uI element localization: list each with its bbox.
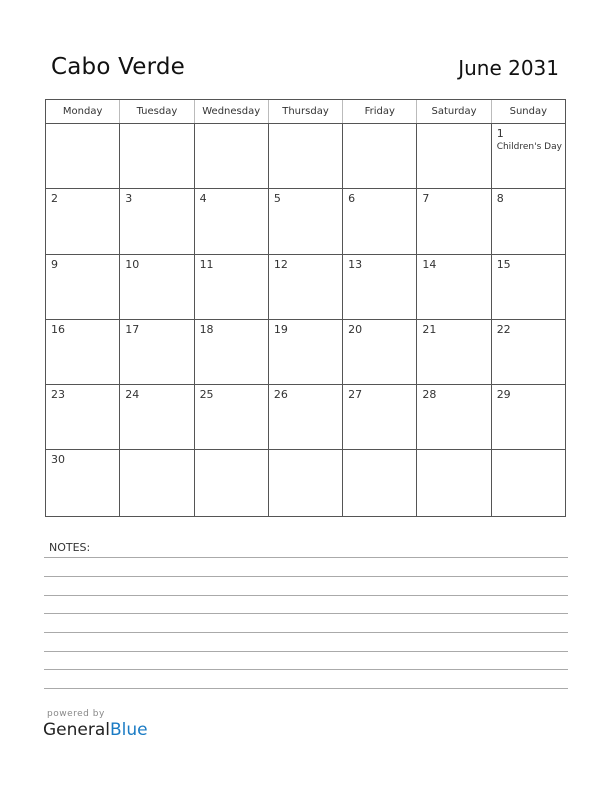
calendar-day-cell bbox=[120, 320, 194, 384]
calendar-week-row bbox=[46, 320, 565, 385]
day-number: 15 bbox=[496, 257, 511, 271]
brand-general: General bbox=[43, 720, 110, 740]
weekday-wednesday: Wednesday bbox=[195, 100, 269, 123]
day-number: 11 bbox=[199, 257, 214, 271]
day-number: 7 bbox=[422, 192, 430, 206]
calendar-day-cell bbox=[46, 450, 120, 515]
calendar-grid bbox=[45, 99, 566, 517]
calendar-day-cell bbox=[492, 320, 565, 384]
day-number: 5 bbox=[273, 192, 281, 206]
day-number: 21 bbox=[422, 322, 437, 336]
powered-by-text: powered by bbox=[47, 709, 105, 719]
day-number: 8 bbox=[496, 192, 504, 206]
calendar-day-cell bbox=[195, 385, 269, 449]
day-number: 24 bbox=[125, 388, 140, 402]
day-number: 22 bbox=[496, 322, 511, 336]
calendar-day-cell bbox=[269, 124, 343, 188]
calendar-day-cell bbox=[343, 450, 417, 515]
calendar-day-cell bbox=[46, 189, 120, 253]
calendar-day-cell bbox=[343, 385, 417, 449]
day-number: 26 bbox=[273, 388, 288, 402]
calendar-body bbox=[46, 124, 565, 516]
calendar-day-cell bbox=[269, 385, 343, 449]
day-number: 16 bbox=[51, 322, 65, 336]
calendar-day-cell bbox=[492, 255, 565, 319]
calendar-day-cell bbox=[120, 124, 194, 188]
weekday-thursday: Thursday bbox=[269, 100, 343, 123]
day-number: 10 bbox=[125, 257, 140, 271]
calendar-day-cell bbox=[120, 450, 194, 515]
calendar-day-cell bbox=[195, 255, 269, 319]
day-number: 14 bbox=[422, 257, 437, 271]
calendar-day-cell bbox=[120, 385, 194, 449]
calendar-day-cell bbox=[417, 320, 491, 384]
calendar-day-cell bbox=[120, 189, 194, 253]
weekday-header bbox=[46, 100, 565, 124]
day-number: 27 bbox=[348, 388, 363, 402]
day-number: 4 bbox=[199, 192, 207, 206]
note-line bbox=[44, 613, 568, 614]
day-number: 6 bbox=[348, 192, 356, 206]
calendar-week-row bbox=[46, 255, 565, 320]
calendar-day-cell bbox=[195, 320, 269, 384]
brand-blue: Blue bbox=[110, 720, 148, 740]
calendar-day-cell bbox=[417, 124, 491, 188]
calendar-day-cell bbox=[492, 189, 565, 253]
weekday-friday: Friday bbox=[343, 100, 417, 123]
calendar-day-cell bbox=[269, 189, 343, 253]
day-number: 1 bbox=[496, 127, 504, 140]
calendar-day-cell bbox=[195, 450, 269, 515]
day-number: 18 bbox=[199, 322, 214, 336]
weekday-monday: Monday bbox=[46, 100, 120, 123]
calendar-day-cell bbox=[46, 124, 120, 188]
calendar-day-cell bbox=[195, 124, 269, 188]
calendar-week-row bbox=[46, 189, 565, 254]
day-number: 12 bbox=[273, 257, 288, 271]
calendar-week-row bbox=[46, 124, 565, 189]
note-line bbox=[44, 669, 568, 670]
calendar-day-cell bbox=[492, 124, 565, 188]
calendar-day-cell bbox=[343, 189, 417, 253]
weekday-sunday: Sunday bbox=[509, 106, 548, 117]
day-number: 30 bbox=[51, 453, 65, 467]
holiday-label: Children's Day bbox=[496, 142, 562, 152]
note-line bbox=[44, 576, 568, 577]
day-number: 29 bbox=[496, 388, 511, 402]
note-line bbox=[44, 688, 568, 689]
day-number: 2 bbox=[51, 192, 58, 206]
day-number: 28 bbox=[422, 388, 437, 402]
calendar-day-cell bbox=[343, 255, 417, 319]
calendar-week-row bbox=[46, 385, 565, 450]
calendar-day-cell bbox=[492, 385, 565, 449]
note-line bbox=[44, 651, 568, 652]
month-year-title: June 2031 bbox=[458, 56, 559, 80]
calendar-day-cell bbox=[46, 320, 120, 384]
calendar-day-cell bbox=[417, 450, 491, 515]
calendar-day-cell bbox=[195, 189, 269, 253]
note-line bbox=[44, 595, 568, 596]
calendar-day-cell bbox=[343, 320, 417, 384]
day-number: 17 bbox=[125, 322, 140, 336]
calendar-day-cell bbox=[417, 385, 491, 449]
calendar-day-cell bbox=[120, 255, 194, 319]
calendar-week-row bbox=[46, 450, 565, 515]
day-number: 9 bbox=[51, 257, 58, 271]
note-line bbox=[44, 557, 568, 558]
day-number: 19 bbox=[273, 322, 288, 336]
calendar-day-cell bbox=[417, 255, 491, 319]
day-number: 23 bbox=[51, 388, 65, 402]
calendar-day-cell bbox=[269, 255, 343, 319]
weekday-tuesday: Tuesday bbox=[120, 100, 194, 123]
generalblue-logo bbox=[43, 720, 148, 740]
day-number: 20 bbox=[348, 322, 363, 336]
calendar-day-cell bbox=[269, 450, 343, 515]
day-number: 13 bbox=[348, 257, 363, 271]
country-title: Cabo Verde bbox=[51, 54, 186, 80]
calendar-day-cell bbox=[269, 320, 343, 384]
calendar-day-cell bbox=[343, 124, 417, 188]
calendar-day-cell bbox=[46, 255, 120, 319]
calendar-day-cell bbox=[492, 450, 565, 515]
calendar-day-cell bbox=[46, 385, 120, 449]
notes-label: NOTES: bbox=[49, 541, 91, 554]
day-number: 3 bbox=[125, 192, 133, 206]
weekday-saturday: Saturday bbox=[417, 100, 491, 123]
calendar-day-cell bbox=[417, 189, 491, 253]
day-number: 25 bbox=[199, 388, 214, 402]
note-line bbox=[44, 632, 568, 633]
